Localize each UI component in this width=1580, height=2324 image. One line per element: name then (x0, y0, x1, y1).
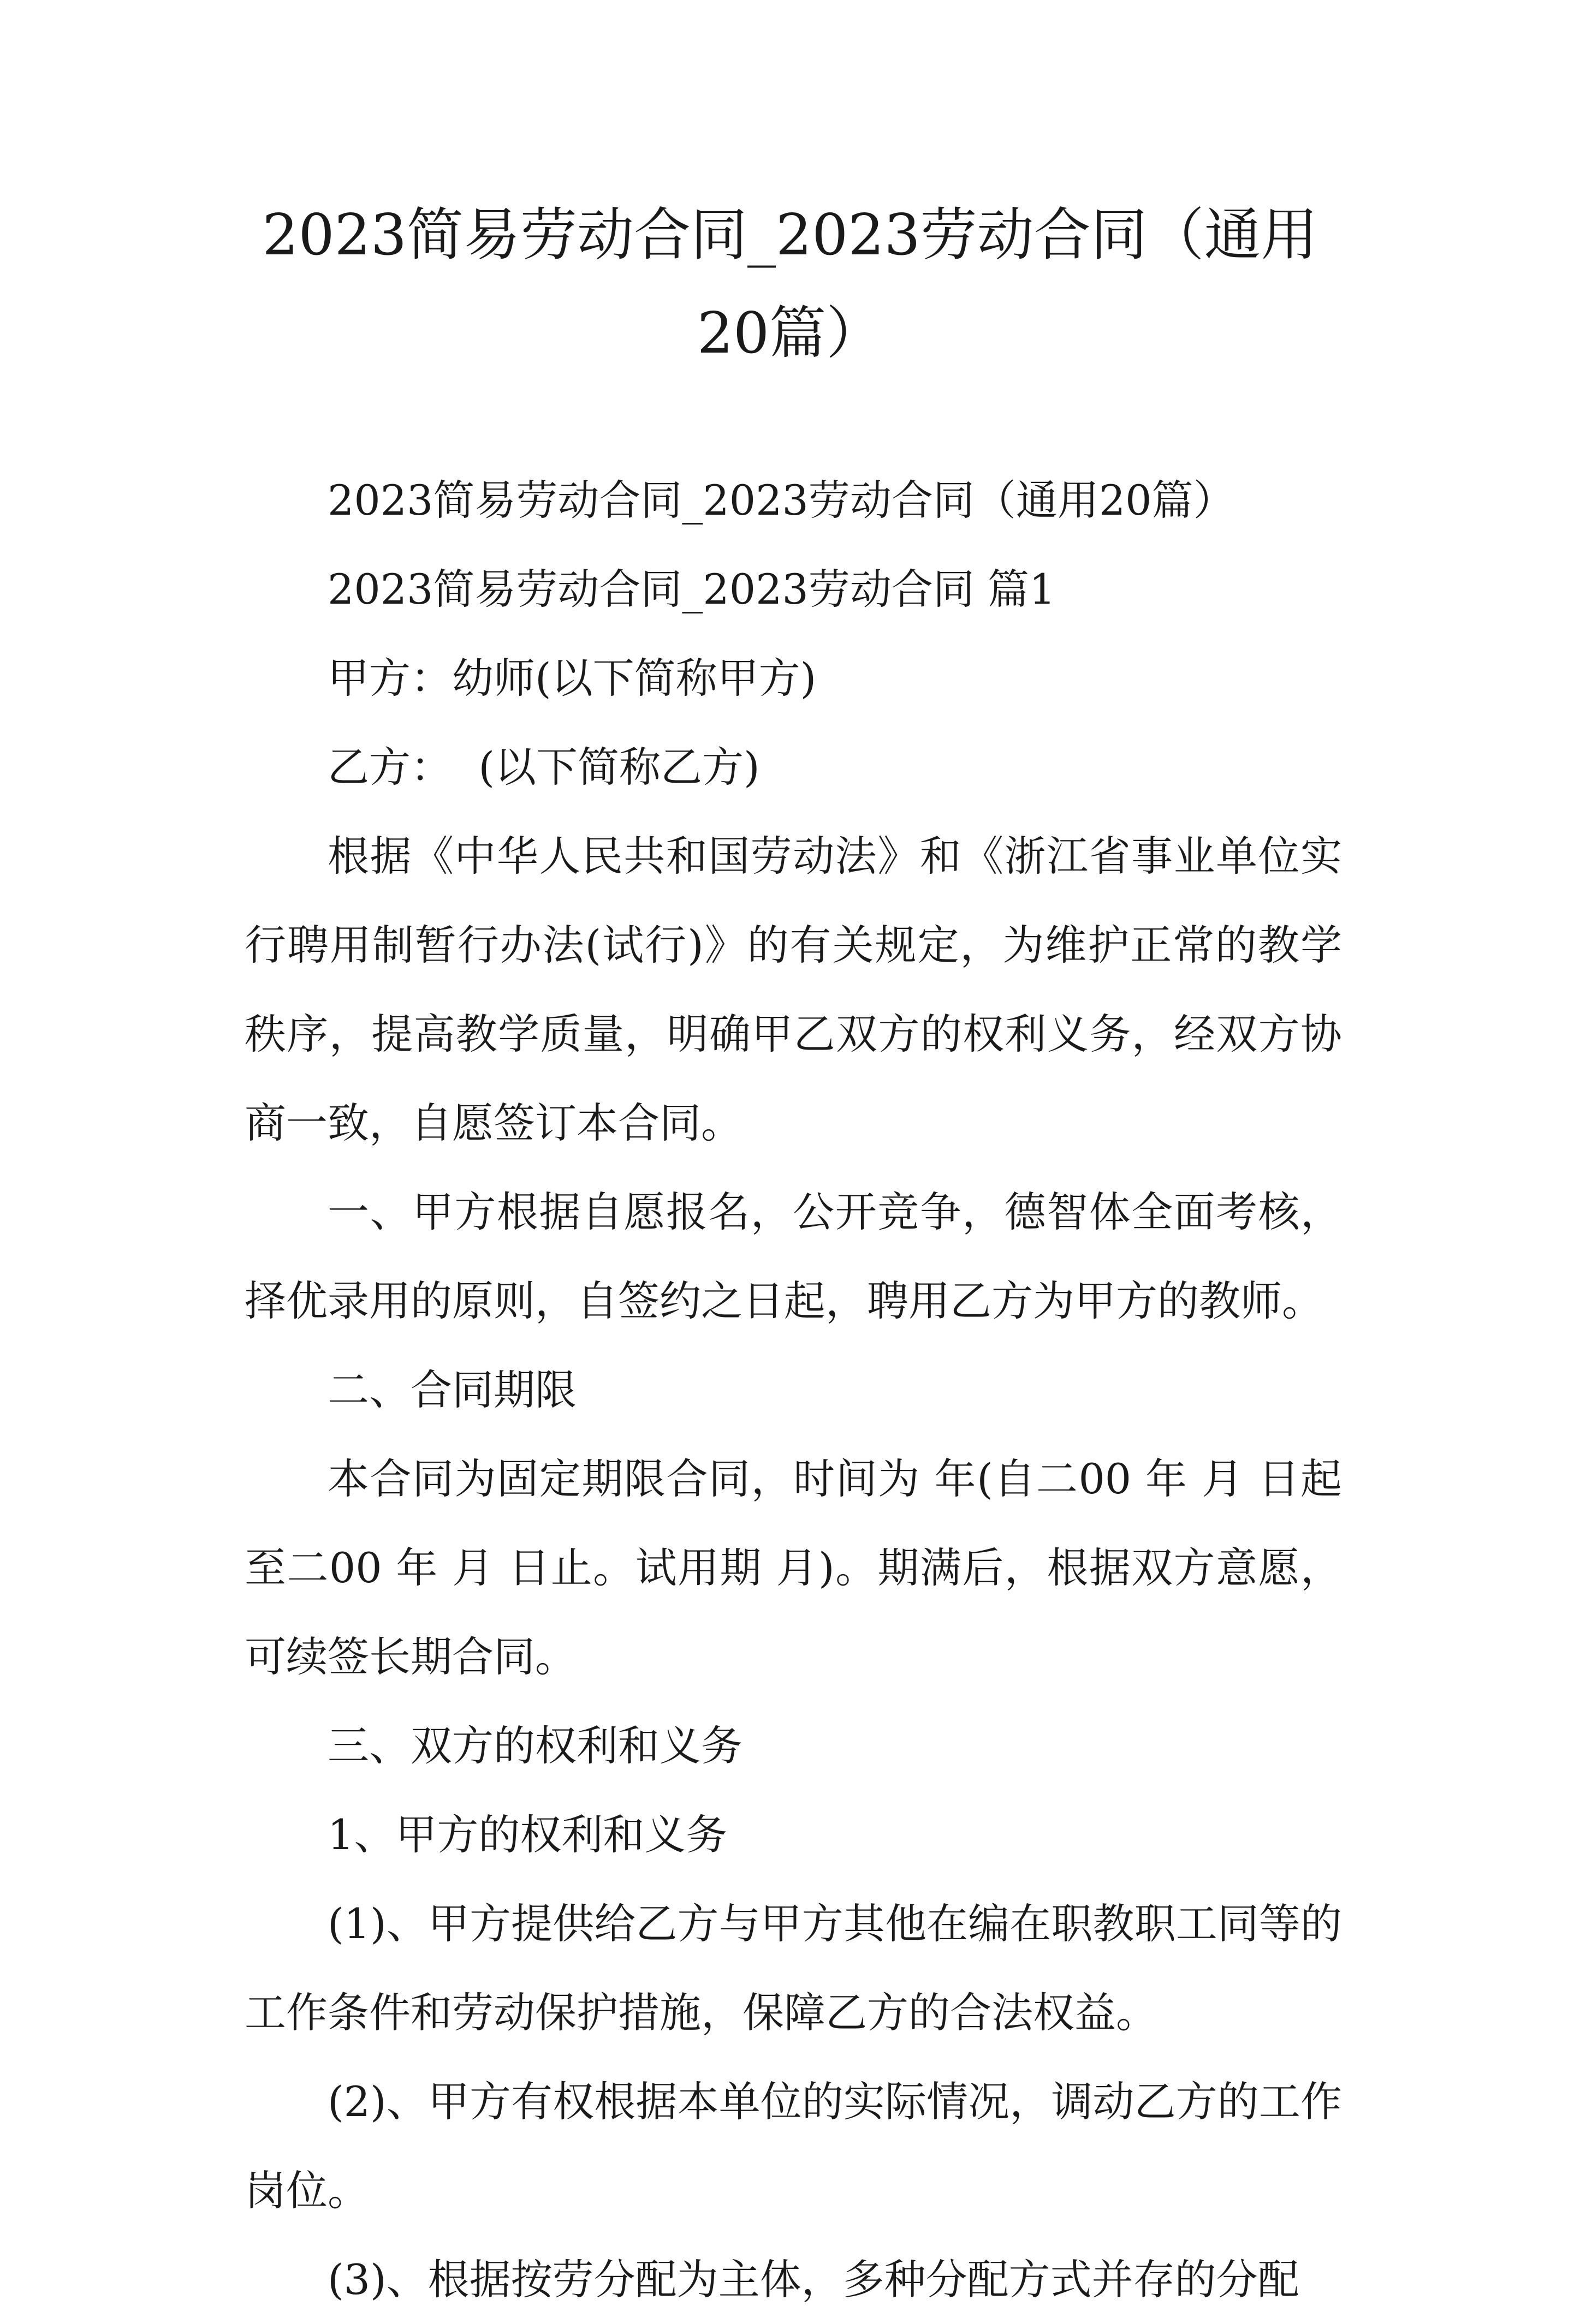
paragraph-subtitle: 2023简易劳动合同_2023劳动合同（通用20篇） (328, 476, 1235, 525)
paragraph-party-a: 甲方：幼师(以下简称甲方) (328, 654, 817, 702)
document-body (245, 456, 1342, 2324)
document-title: 2023简易劳动合同_2023劳动合同（通用20篇） (262, 201, 1318, 366)
paragraph-party-b: 乙方： (以下简称乙方) (328, 743, 760, 791)
paragraph-clause-2-heading: 二、合同期限 (328, 1366, 577, 1414)
paragraph-item-1: (1)、甲方提供给乙方与甲方其他在编在职教职工同等的工作条件和劳动保护措施，保障乙方的合法权益。 (245, 1899, 1342, 2037)
paragraph-clause-3-heading: 三、双方的权利和义务 (328, 1721, 743, 1770)
paragraph-item-3: (3)、根据按劳分配为主体，多种分配方式并存的分配 (328, 2255, 1299, 2304)
paragraph-term: 本合同为固定期限合同，时间为 年(自二00 年 月 日起至二00 年 月 日止。试用期 月)。期满后，根据双方意愿，可续签长期合同。 (245, 1455, 1342, 1681)
paragraph-preamble: 根据《中华人民共和国劳动法》和《浙江省事业单位实行聘用制暂行办法(试行)》的有关规定，为维护正常的教学秩序，提高教学质量，明确甲乙双方的权利义务，经双方协商一致，自愿签订本合同。 (245, 832, 1342, 1147)
paragraph-clause-1: 一、甲方根据自愿报名，公开竞争，德智体全面考核，择优录用的原则，自签约之日起，聘用乙方为甲方的教师。 (245, 1188, 1342, 1325)
paragraph-section-heading: 2023简易劳动合同_2023劳动合同 篇1 (328, 565, 1056, 613)
paragraph-item-2: (2)、甲方有权根据本单位的实际情况，调动乙方的工作岗位。 (245, 2077, 1342, 2215)
paragraph-party-a-rights-heading: 1、甲方的权利和义务 (328, 1810, 728, 1859)
